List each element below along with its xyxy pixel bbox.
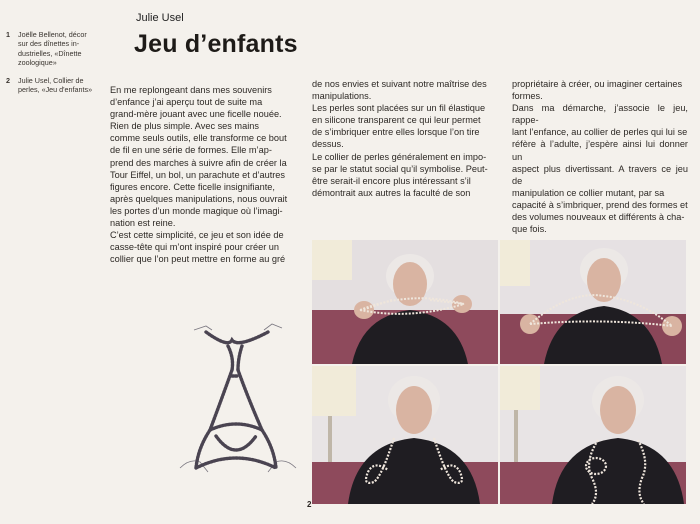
text-column-2 (312, 78, 498, 199)
photo-top-left (312, 240, 498, 364)
text-line: propriétaire à créer, ou imaginer certaines (512, 79, 683, 89)
text-line: manipulation ce collier mutant, par sa (512, 187, 665, 198)
paragraph (312, 102, 498, 150)
text-line: capacité à s’imbriquer, prend des formes et (512, 199, 688, 210)
text-line: Les perles sont placées sur un fil élastique (312, 103, 486, 114)
text-line: d’enfance j’ai aperçu tout de suite ma (110, 97, 263, 108)
text-line: manipulations. (312, 91, 372, 102)
paragraph (312, 151, 498, 199)
text-line: figures encore. Cette ficelle insignifiante, (110, 181, 275, 192)
text-line: comme seuls outils, elle transforme ce bout (110, 133, 287, 144)
photo-top-right (500, 240, 686, 364)
text-line: démontrait aux autres la faculté de son (312, 187, 471, 198)
text-line: casse-tête qui m’ont inspiré pour créer un (110, 242, 280, 253)
paragraph (512, 102, 688, 235)
paragraph (110, 229, 296, 265)
note-line: sur des dînettes in- (18, 39, 80, 49)
woman-with-beads-icon (312, 240, 498, 364)
text-line: nation est reine. (110, 218, 176, 229)
article-title: Jeu d’enfants (134, 30, 298, 58)
text-line: lant l’enfance, au collier de perles qui lui se (512, 127, 688, 138)
woman-with-beads-icon (500, 240, 686, 364)
text-line: prend des marches à suivre afin de créer la (110, 157, 287, 168)
photo-bottom-right (500, 366, 686, 504)
photo-grid (312, 240, 686, 504)
eiffel-tower-necklace-diagram (176, 318, 300, 494)
text-line: collier que l’on peut mettre en forme au gré (110, 254, 286, 265)
text-line: se par le statut social qu’il symbolise. Peut- (312, 163, 488, 174)
author-name: Julie Usel (136, 12, 184, 24)
text-line: des volumes nouveaux et différents à cha- (512, 212, 685, 223)
text-line: Tour Eiffel, un bol, un parachute et d’autres (110, 169, 286, 180)
text-line: de fil en une série de formes. Elle m’ap- (110, 145, 272, 156)
text-line: dessus. (312, 139, 344, 150)
text-line: que fois. (512, 224, 547, 235)
woman-wearing-necklace-icon (312, 366, 498, 504)
paragraph (512, 78, 688, 102)
text-line: en silicone transparent ce qui leur permet (312, 115, 481, 126)
text-line: Le collier de perles généralement en impo- (312, 151, 487, 162)
paragraph (110, 84, 296, 229)
text-line: les portes d’un monde magique où l’imagi- (110, 205, 283, 216)
text-line: formes. (512, 91, 543, 102)
text-line: de nos envies et suivant notre maîtrise des (312, 79, 487, 89)
note-number: 2 (6, 76, 10, 85)
note-line: zoologique» (18, 58, 57, 68)
text-line: réfère à l’adulte, j’espère ainsi lui donner un (512, 139, 688, 162)
text-line: En me replongeant dans mes souvenirs (110, 85, 272, 95)
text-column-1 (110, 84, 296, 265)
photo-bottom-left (312, 366, 498, 504)
text-line: C’est cette simplicité, ce jeu et son idée de (110, 230, 284, 241)
note-line: perles, «Jeu d'enfants» (18, 85, 93, 95)
page-number: 2 (307, 500, 312, 509)
text-line: de s’imbriquer entre elles lorsque l’on tire (312, 127, 480, 138)
text-line: Rien de plus simple. Avec ses mains (110, 121, 259, 132)
woman-wearing-necklace-icon (500, 366, 686, 504)
text-line: après quelques manipulations, nous ouvrait (110, 193, 288, 204)
text-line: être serait-il encore plus intéressant s’il (312, 175, 471, 186)
text-column-3 (512, 78, 688, 235)
note-line: Joëlle Bellenot, décor (18, 30, 87, 39)
text-line: Dans ma démarche, j’associe le jeu, rappe- (512, 103, 688, 126)
text-line: aspect plus divertissant. A travers ce jeu de (512, 163, 688, 186)
note-number: 1 (6, 30, 10, 39)
margin-notes (0, 0, 100, 524)
note-line: dustrielles, «Dînette (18, 48, 82, 58)
paragraph (312, 78, 498, 102)
text-line: grand-mère jouant avec une ficelle nouée. (110, 109, 282, 120)
note-line: Julie Usel, Collier de (18, 76, 84, 85)
